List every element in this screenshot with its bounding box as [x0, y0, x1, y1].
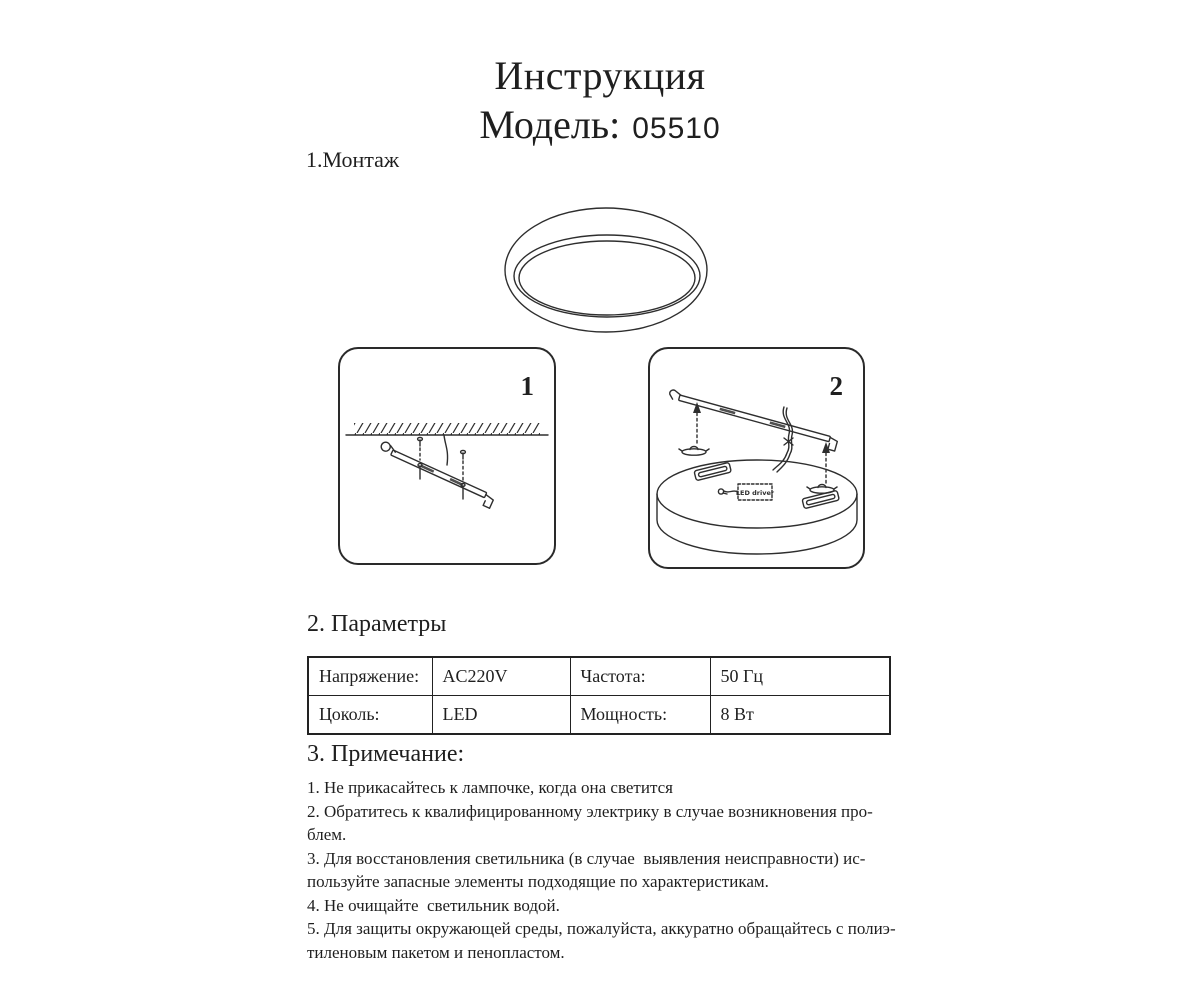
clip-right	[807, 485, 837, 494]
mounting-bar	[667, 389, 839, 451]
driver-lead-wire	[724, 491, 738, 492]
wire	[444, 435, 448, 465]
param-label-cell: Напряжение:	[308, 657, 432, 696]
step1-box	[338, 347, 556, 565]
note-line: 5. Для защиты окружающей среды, пожалуйста, аккуратно обращайтесь с полиэ-	[307, 919, 896, 938]
param-label-cell: Мощность:	[570, 696, 710, 735]
table-row	[308, 696, 890, 735]
page-title: Инструкция	[494, 53, 706, 98]
model-label: Модель:	[479, 102, 621, 147]
arrow-left-up	[693, 402, 701, 443]
param-value-cell: 8 Вт	[710, 696, 890, 735]
step1-number: 1	[520, 371, 534, 401]
ceiling-hatch	[354, 423, 540, 435]
screw-left	[418, 437, 423, 479]
note-line: 3. Для восстановления светильника (в случае выявления неисправности) ис-	[307, 848, 866, 868]
section-montage-heading: 1.Монтаж	[306, 147, 400, 172]
param-label-cell: Частота:	[570, 657, 710, 696]
param-value-cell: 50 Гц	[710, 657, 890, 696]
lamp-base	[657, 460, 857, 554]
step2-box	[648, 347, 865, 569]
model-line	[0, 101, 1200, 148]
led-driver-label: LED driver	[735, 489, 775, 497]
param-label-cell: Цоколь:	[308, 696, 432, 735]
step2-number: 2	[829, 371, 843, 401]
mounting-bracket	[376, 441, 497, 509]
note-line: тиленовым пакетом и пенопластом.	[307, 942, 565, 962]
clip-left	[679, 447, 709, 456]
table-row	[308, 657, 890, 696]
note-line: пользуйте запасные элементы подходящие по характеристикам.	[307, 872, 769, 891]
note-line: 4. Не очищайте светильник водой.	[307, 895, 560, 915]
screw-right	[461, 450, 466, 499]
section-parameters-heading: 2. Параметры	[307, 611, 447, 637]
model-number: 05510	[632, 112, 721, 145]
note-line: блем.	[307, 825, 347, 844]
param-value-cell: AC220V	[432, 657, 570, 696]
param-value-cell: LED	[432, 696, 570, 735]
parameters-table	[307, 656, 891, 735]
base-slot-left	[694, 462, 731, 480]
note-line: 2. Обратитесь к квалифицированному электрику в случае возникновения про-	[307, 801, 873, 821]
section-notes-heading: 3. Примечание:	[307, 741, 465, 767]
ceiling-lamp-drawing	[482, 195, 732, 350]
note-line: 1. Не прикасайтесь к лампочке, когда она светится	[307, 778, 673, 797]
notes-list	[307, 776, 947, 964]
